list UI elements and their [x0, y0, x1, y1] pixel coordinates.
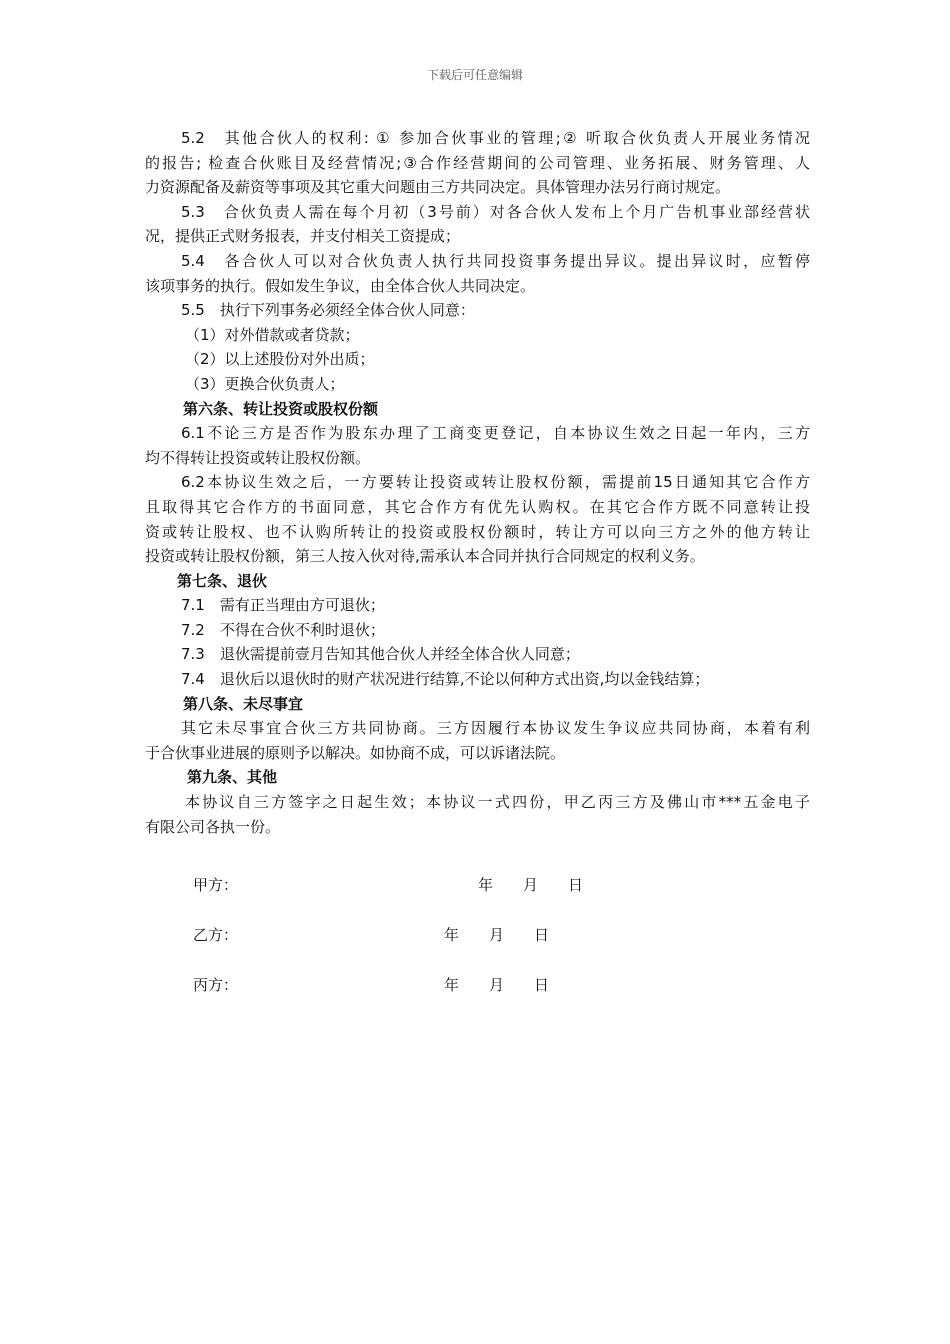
section-heading: 第九条、其他: [187, 768, 278, 787]
paragraph-line: 5.5 执行下列事务必须经全体合伙人同意：: [181, 301, 475, 320]
list-item: （2）以上述股份对外出质；: [185, 350, 375, 369]
signature-label-bing: 丙方：: [193, 976, 239, 994]
list-item: 7.2 不得在合伙不利时退伙；: [181, 620, 385, 639]
paragraph-line: 6.1不论三方是否作为股东办理了工商变更登记，自本协议生效之日起一年内，三方: [181, 424, 810, 443]
paragraph-line: 该项事务的执行。假如发生争议，由全体合伙人共同决定。: [145, 276, 536, 295]
section-heading: 第七条、退伙: [177, 571, 268, 590]
signature-label-jia: 甲方：: [193, 876, 239, 894]
paragraph-line: 5.2 其他合伙人的权利: ① 参加合伙事业的管理;② 听取合伙负责人开展业务情况: [181, 129, 810, 147]
paragraph-line: 其它未尽事宜合伙三方共同协商。三方因履行本协议发生争议应共同协商，本着有利: [181, 719, 810, 738]
list-item: 7.4 退伙后以退伙时的财产状况进行结算,不论以何种方式出资,均以金钱结算；: [181, 670, 710, 689]
list-item: （1）对外借款或者贷款；: [185, 325, 360, 344]
list-item: 7.1 需有正当理由方可退伙；: [181, 596, 385, 615]
paragraph-line: 5.4 各合伙人可以对合伙负责人执行共同投资事务提出异议。提出异议时，应暂停: [181, 251, 810, 270]
paragraph-line: 投资或转让股权份额，第三人按入伙对待,需承认本合同并执行合同规定的权利义务。: [145, 547, 705, 566]
signature-label-yi: 乙方：: [193, 926, 239, 944]
list-item: （3）更换合伙负责人；: [185, 374, 345, 393]
paragraph-line: 有限公司各执一份。: [145, 817, 281, 836]
list-item: 7.3 退伙需提前壹月告知其他合伙人并经全体合伙人同意；: [181, 645, 580, 664]
paragraph-line: 的报告; 检查合伙账目及经营情况;③合作经营期间的公司管理、业务拓展、财务管理、人: [145, 153, 810, 172]
paragraph-line: 均不得转让投资或转让股权份额。: [145, 448, 371, 467]
paragraph-line: 5.3 合伙负责人需在每个月初（3号前）对各合伙人发布上个月广告机事业部经营状: [181, 202, 810, 221]
signature-date-bing: 年 月 日: [444, 976, 550, 994]
paragraph-line: 资或转让股权、也不认购所转让的投资或股权份额时，转让方可以向三方之外的他方转让: [145, 522, 810, 541]
paragraph-line: 6.2本协议生效之后，一方要转让投资或转让股权份额，需提前15日通知其它合作方: [181, 473, 810, 492]
section-heading: 第八条、未尽事宜: [183, 694, 304, 713]
page-header: 下载后可任意编辑: [426, 68, 523, 82]
paragraph-line: 况，提供正式财务报表，并支付相关工资提成；: [145, 227, 461, 246]
paragraph-line: 力资源配备及薪资等事项及其它重大问题由三方共同决定。具体管理办法另行商讨规定。: [145, 178, 731, 197]
signature-date-yi: 年 月 日: [444, 926, 550, 944]
paragraph-line: 且取得其它合作方的书面同意，其它合作方有优先认购权。在其它合作方既不同意转让投: [145, 497, 810, 516]
paragraph-line: 本协议自三方签字之日起生效；本协议一式四份，甲乙丙三方及佛山市***五金电子: [185, 793, 810, 812]
signature-date-jia: 年 月 日: [478, 876, 584, 894]
document-body: [145, 126, 810, 839]
section-heading: 第六条、转让投资或股权份额: [183, 399, 379, 418]
paragraph-line: 于合伙事业进展的原则予以解决。如协商不成，可以诉诸法院。: [145, 743, 566, 762]
